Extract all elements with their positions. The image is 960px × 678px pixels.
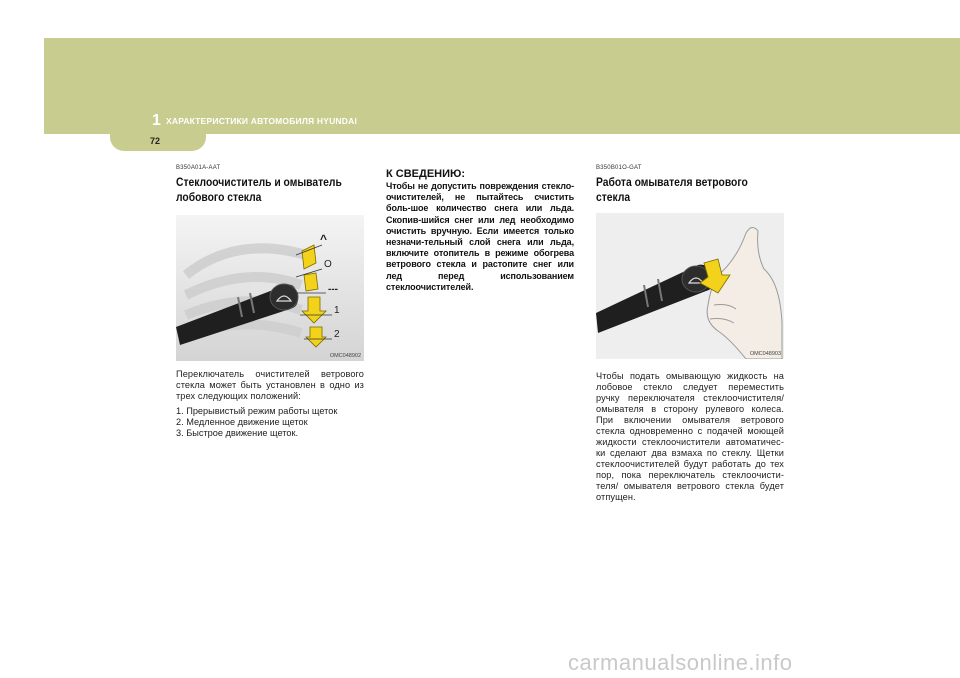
switch-label-int: --- bbox=[328, 284, 338, 295]
right-body-text: Чтобы подать омывающую жидкость на лобовое стекло следует переместить ручку переключателя стеклоочистителя/ омывателя в сторону рулевого колеса. При включении омывателя ветрового стекла одновременно с подачей моющей жидкости стеклоочистители автоматичес-ки сделают два взмаха по стеклу. Щетки стеклоочистителей будут работать до тех пор, пока переключатель стеклоочисти-теля/ омывателя ветрового стекла будет отпущен. bbox=[596, 371, 784, 502]
chapter-title: ХАРАКТЕРИСТИКИ АВТОМОБИЛЯ HYUNDAI bbox=[166, 116, 358, 126]
list-item: 1. Прерывистый режим работы щеток bbox=[176, 406, 338, 416]
right-column bbox=[596, 165, 784, 503]
figure-code: OMC048902 bbox=[329, 353, 361, 359]
middle-column bbox=[386, 168, 574, 293]
wiper-switch-figure bbox=[176, 215, 364, 361]
switch-label-off: O bbox=[324, 259, 332, 270]
page-number: 72 bbox=[150, 136, 161, 146]
caution-title: К СВЕДЕНИЮ: bbox=[386, 168, 466, 180]
section-heading: Стеклоочиститель и омыватель лобового стекла bbox=[176, 175, 342, 204]
left-body-text: Переключатель очистителей ветрового стекла может быть установлен в одно из трех следующих положений: bbox=[176, 369, 364, 401]
figure-code: OMC048903 bbox=[749, 351, 781, 357]
wiper-positions-list bbox=[176, 406, 364, 439]
chapter-number: 1 bbox=[152, 112, 161, 129]
watermark: carmanualsonline.info bbox=[568, 650, 793, 675]
list-item: 2. Медленное движение щеток bbox=[176, 417, 308, 427]
left-column bbox=[176, 165, 364, 439]
section-code: B350B01O-GAT bbox=[596, 165, 642, 171]
wiper-stalk-illustration bbox=[176, 215, 364, 361]
switch-label-high: 2 bbox=[334, 329, 340, 340]
washer-stalk-illustration bbox=[596, 213, 784, 359]
section-code: B350A01A-AAT bbox=[176, 165, 221, 171]
switch-label-mist: ^ bbox=[320, 232, 328, 246]
section-heading: Работа омывателя ветрового стекла bbox=[596, 175, 748, 204]
caution-text: Чтобы не допустить повреждения стекло-очистителей, не пытайтесь счистить боль-шое количество снега или льда. Скопив-шийся снег или лед необходимо очистить вручную. Если имеется только незначи-тельный слой снега или льда, включите отопитель в режиме обогрева ветрового стекла и растопите снег или лед перед использованием стеклоочистителей. bbox=[386, 181, 574, 292]
switch-label-low: 1 bbox=[334, 305, 340, 316]
washer-figure bbox=[596, 213, 784, 359]
list-item: 3. Быстрое движение щеток. bbox=[176, 428, 299, 438]
